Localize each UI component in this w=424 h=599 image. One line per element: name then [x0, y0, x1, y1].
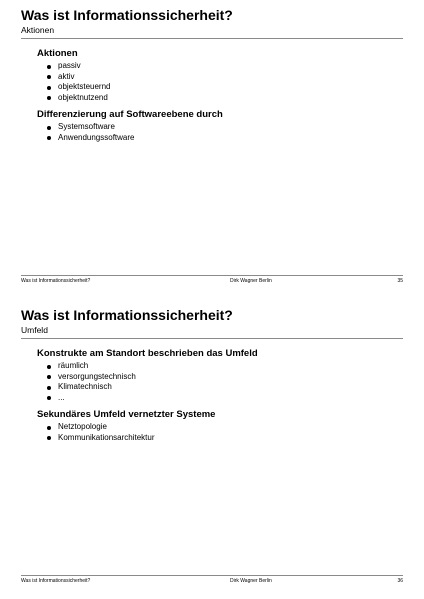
bullet-list — [37, 361, 387, 403]
section-heading: Aktionen — [37, 48, 78, 59]
bullet-item: Klimatechnisch — [37, 382, 387, 393]
page-number: 36 — [397, 578, 403, 584]
footer-author: Dirk Wagner Berlin — [230, 278, 272, 284]
bullet-item: räumlich — [37, 361, 387, 372]
bullet-item: aktiv — [37, 72, 387, 83]
bullet-item: ... — [37, 393, 387, 404]
bullet-item: objektsteuernd — [37, 82, 387, 93]
slide-title: Was ist Informationssicherheit? — [21, 307, 233, 323]
header-divider — [21, 38, 403, 39]
slide-content — [37, 47, 387, 148]
slide-subtitle: Umfeld — [21, 325, 48, 335]
footer-divider — [21, 575, 403, 576]
bullet-item: objektnutzend — [37, 93, 387, 104]
slide-content — [37, 347, 387, 448]
footer-divider — [21, 275, 403, 276]
slide-title: Was ist Informationssicherheit? — [21, 7, 233, 23]
slide-35 — [0, 0, 424, 299]
bullet-item: Netztopologie — [37, 422, 387, 433]
section-heading: Konstrukte am Standort beschrieben das Umfeld — [37, 348, 258, 359]
page-number: 35 — [397, 278, 403, 284]
section-heading: Differenzierung auf Softwareebene durch — [37, 109, 223, 120]
footer-title: Was ist Informationssicherheit? — [21, 578, 91, 584]
section-heading: Sekundäres Umfeld vernetzter Systeme — [37, 409, 216, 420]
bullet-list — [37, 61, 387, 103]
bullet-list — [37, 122, 387, 143]
slide-36 — [0, 300, 424, 599]
bullet-list — [37, 422, 387, 443]
footer-title: Was ist Informationssicherheit? — [21, 278, 91, 284]
slide-subtitle: Aktionen — [21, 25, 55, 35]
footer-author: Dirk Wagner Berlin — [230, 578, 272, 584]
bullet-item: passiv — [37, 61, 387, 72]
bullet-item: Anwendungssoftware — [37, 133, 387, 144]
bullet-item: Systemsoftware — [37, 122, 387, 133]
bullet-item: versorgungstechnisch — [37, 372, 387, 383]
header-divider — [21, 338, 403, 339]
bullet-item: Kommunikationsarchitektur — [37, 433, 387, 444]
